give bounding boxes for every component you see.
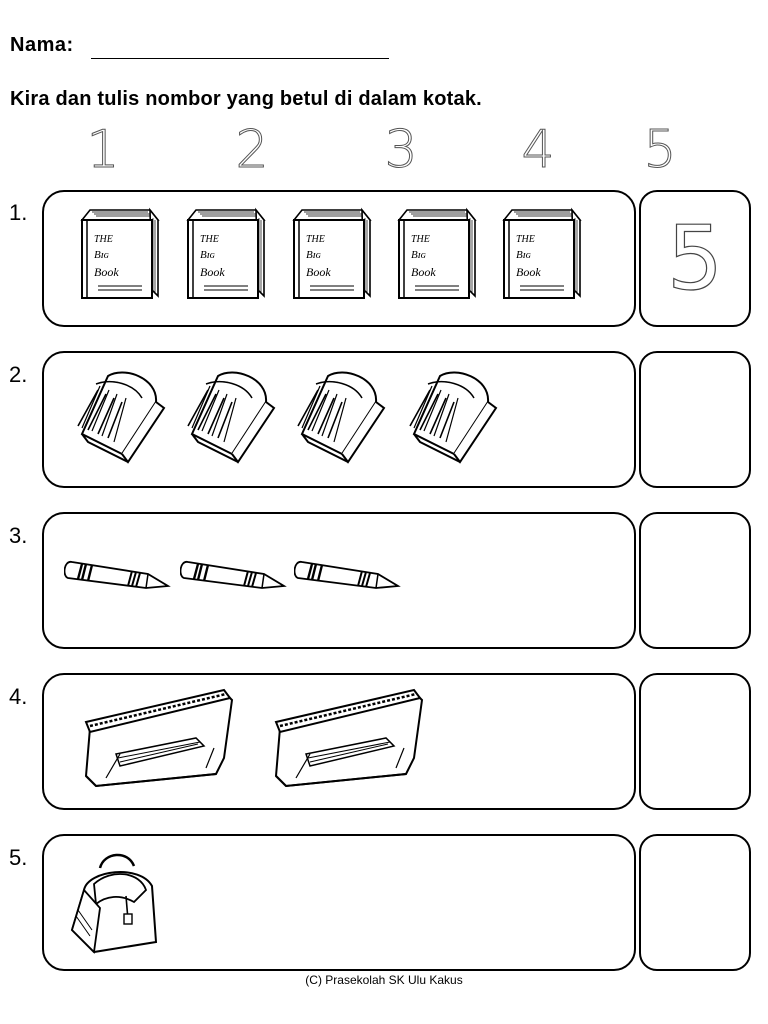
trace-number-2[interactable]: 2 (235, 120, 269, 180)
book-title-line2: Bɪɢ (411, 249, 427, 261)
question-5-answer-box[interactable] (639, 834, 751, 971)
question-2-answer-box[interactable] (639, 351, 751, 488)
book-title-line3: Book (306, 265, 331, 279)
book-icon (498, 206, 588, 306)
question-2-answer (641, 353, 749, 486)
book-title-line2: Bɪɢ (306, 249, 322, 261)
book-title-line1: THE (94, 234, 113, 245)
book-title-line3: Book (94, 265, 119, 279)
name-input-line[interactable] (91, 58, 389, 59)
crayon-icon (180, 556, 290, 596)
question-4-answer-box[interactable] (639, 673, 751, 810)
book-title-line2: Bɪɢ (94, 249, 110, 261)
book-title-line1: THE (516, 234, 535, 245)
book-icon (393, 206, 483, 306)
trace-number-4[interactable]: 4 (521, 120, 555, 180)
pencil-case-icon (76, 688, 236, 792)
backpack-icon (64, 850, 164, 960)
question-1-label: 1. (9, 200, 28, 225)
trace-number-5[interactable]: 5 (643, 120, 677, 180)
name-label: Nama: (10, 34, 74, 56)
crayon-icon (64, 556, 174, 596)
eraser-icon (408, 368, 502, 468)
question-1-answer: 5 (667, 207, 723, 310)
eraser-icon (186, 368, 280, 468)
book-title-line1: THE (200, 234, 219, 245)
book-title-line2: Bɪɢ (516, 249, 532, 261)
question-3-label: 3. (9, 523, 28, 548)
book-icon (76, 206, 166, 306)
trace-number-row (0, 120, 768, 180)
eraser-icon (296, 368, 390, 468)
book-title-line3: Book (516, 265, 541, 279)
trace-number-3[interactable]: 3 (384, 120, 418, 180)
question-3-answer (641, 514, 749, 647)
question-1-answer-box[interactable] (639, 190, 751, 327)
eraser-icon (76, 368, 170, 468)
book-title-line1: THE (306, 234, 325, 245)
instruction-text: Kira dan tulis nombor yang betul di dalam kotak. (10, 88, 482, 110)
question-2-label: 2. (9, 362, 28, 387)
trace-number-1[interactable]: 1 (86, 120, 120, 180)
crayon-icon (294, 556, 404, 596)
footer-copyright: (C) Prasekolah SK Ulu Kakus (305, 973, 463, 987)
book-icon (288, 206, 378, 306)
pencil-case-icon (266, 688, 426, 792)
question-4-label: 4. (9, 684, 28, 709)
question-4-answer (641, 675, 749, 808)
book-title-line3: Book (200, 265, 225, 279)
book-title-line2: Bɪɢ (200, 249, 216, 261)
book-title-line1: THE (411, 234, 430, 245)
book-icon (182, 206, 272, 306)
book-title-line3: Book (411, 265, 436, 279)
question-5-answer (641, 836, 749, 969)
question-5-label: 5. (9, 845, 28, 870)
question-3-answer-box[interactable] (639, 512, 751, 649)
